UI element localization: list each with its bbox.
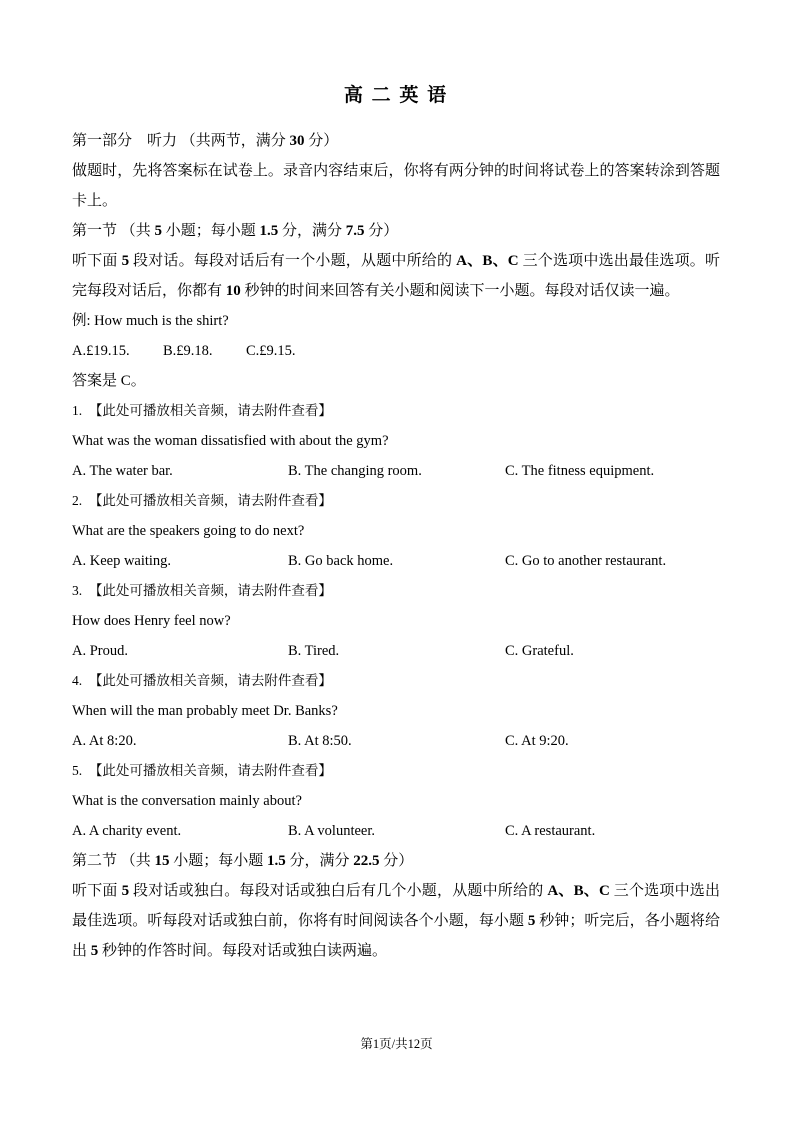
audio-note-4: 4. 【此处可播放相关音频，请去附件查看】 xyxy=(72,673,332,688)
question-2: What are the speakers going to do next? xyxy=(72,523,305,539)
question-5: What is the conversation mainly about? xyxy=(72,793,302,809)
audio-note-3: 3. 【此处可播放相关音频，请去附件查看】 xyxy=(72,583,332,598)
option: B. Tired. xyxy=(288,643,340,659)
section-1-heading: 第一部分 听力 （共两节，满分 30 分） xyxy=(72,133,339,149)
option: A. At 8:20. xyxy=(72,733,137,749)
option: C. Go to another restaurant. xyxy=(505,553,667,569)
option: B. Go back home. xyxy=(288,553,394,569)
question-1: What was the woman dissatisfied with about the gym? xyxy=(72,433,389,449)
option: C. A restaurant. xyxy=(505,823,596,839)
page-title: 高 二 英 语 xyxy=(343,85,449,106)
answer-sheet-instructions: 做题时，先将答案标在试卷上。录音内容结束后，你将有两分钟的时间将试卷上的答案转涂到答题卡上。 xyxy=(72,163,720,209)
options-5 xyxy=(72,816,720,846)
option: B. At 8:50. xyxy=(288,733,352,749)
question-4: When will the man probably meet Dr. Banks? xyxy=(72,703,338,719)
page-footer: 第1页/共12页 xyxy=(360,1037,433,1051)
options-4 xyxy=(72,726,720,756)
option: B.£9.18. xyxy=(163,343,213,359)
option: A. The water bar. xyxy=(72,463,173,479)
option: B. A volunteer. xyxy=(288,823,375,839)
option: A. A charity event. xyxy=(72,823,182,839)
content xyxy=(72,126,720,966)
part-1-instructions: 听下面 5 段对话。每段对话后有一个小题，从题中所给的 A、B、C 三个选项中选出最佳选项。听完每段对话后，你都有 10 秒钟的时间来回答有关小题和阅读下一小题。每段对话仅读一遍。 xyxy=(72,253,720,299)
part-2-heading: 第二节 （共 15 小题；每小题 1.5 分，满分 22.5 分） xyxy=(72,853,414,869)
option: B. The changing room. xyxy=(288,463,422,479)
part-1-heading: 第一节 （共 5 小题；每小题 1.5 分，满分 7.5 分） xyxy=(72,223,399,239)
example-answer: 答案是 C。 xyxy=(72,373,146,389)
example-question: 例: How much is the shirt? xyxy=(72,313,229,329)
option: A.£19.15. xyxy=(72,343,130,359)
option: A. Keep waiting. xyxy=(72,553,172,569)
option: C.£9.15. xyxy=(246,343,296,359)
option: C. Grateful. xyxy=(505,643,574,659)
audio-note-5: 5. 【此处可播放相关音频，请去附件查看】 xyxy=(72,763,332,778)
options-3 xyxy=(72,636,720,666)
option: A. Proud. xyxy=(72,643,128,659)
audio-note-1: 1. 【此处可播放相关音频，请去附件查看】 xyxy=(72,403,332,418)
options-1 xyxy=(72,456,720,486)
example-options xyxy=(72,336,720,366)
option: C. The fitness equipment. xyxy=(505,463,655,479)
options-2 xyxy=(72,546,720,576)
option: C. At 9:20. xyxy=(505,733,569,749)
audio-note-2: 2. 【此处可播放相关音频，请去附件查看】 xyxy=(72,493,332,508)
question-3: How does Henry feel now? xyxy=(72,613,231,629)
part-2-instructions: 听下面 5 段对话或独白。每段对话或独白后有几个小题，从题中所给的 A、B、C 三个选项中选出最佳选项。听每段对话或独白前，你将有时间阅读各个小题，每小题 5 秒钟；听完后，各小题将给出 5 秒钟的作答时间。每段对话或独白读两遍。 xyxy=(72,883,720,959)
